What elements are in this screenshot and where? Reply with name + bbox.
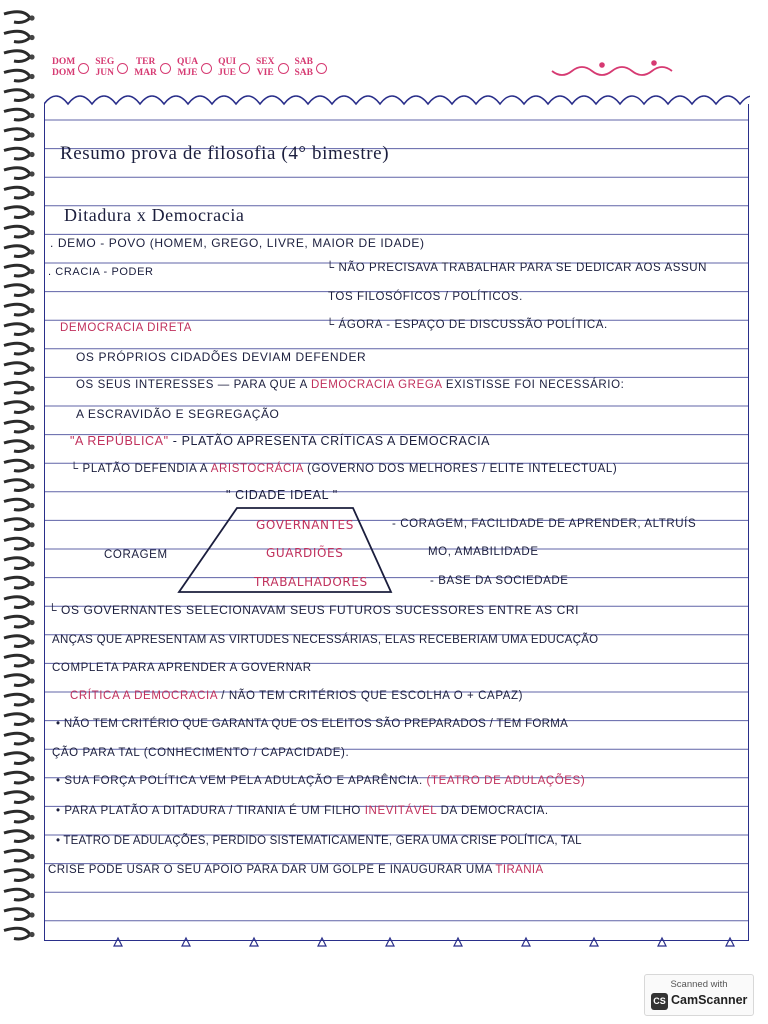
spiral-coil-icon [4,753,30,764]
spiral-hole-icon [29,795,34,800]
spiral-hole-icon [29,249,34,254]
pyramid-tier-top: GOVERNANTES [256,518,354,532]
note-line [56,805,549,817]
spiral-hole-icon [29,230,34,235]
spiral-coil-icon [4,12,30,23]
spiral-hole-icon [29,561,34,566]
triangle-marker-icon [726,938,734,946]
spiral-hole-icon [29,756,34,761]
spiral-coil-icon [4,129,30,140]
weekday-label: QUA [176,57,199,67]
spiral-coil-icon [4,499,30,510]
spiral-hole-icon [29,834,34,839]
spiral-coil-icon [4,324,30,335]
spiral-hole-icon [29,737,34,742]
triangle-marker-icon [182,938,190,946]
spiral-coil-icon [4,597,30,608]
spiral-coil-icon [4,460,30,471]
spiral-hole-icon [29,932,34,937]
note-line [76,379,624,391]
spiral-coil-icon [4,636,30,647]
spiral-binding [0,0,40,960]
note-line: ÇÃO PARA TAL (CONHECIMENTO / CAPACIDADE). [52,747,350,759]
weekday-label: SAB [294,57,313,67]
note-line: COMPLETA PARA APRENDER A GOVERNAR [52,662,312,674]
pyramid-side-note: MO, AMABILIDADE [428,546,539,558]
spiral-hole-icon [29,93,34,98]
weekday-ter [134,57,175,79]
spiral-hole-icon [29,503,34,508]
spiral-coil-icon [4,90,30,101]
spiral-coil-icon [4,558,30,569]
spiral-coil-icon [4,304,30,315]
note-highlight: ARISTOCRÁCIA [210,463,304,475]
note-line: └ ÁGORA - ESPAÇO DE DISCUSSÃO POLÍTICA. [326,319,608,331]
note-line: ANÇAS QUE APRESENTAM AS VIRTUDES NECESSÁRIAS, ELAS RECEBERIAM UMA EDUCAÇÃO [52,634,599,646]
spiral-coil-icon [4,207,30,218]
triangle-marker-icon [114,938,122,946]
spiral-coil-icon [4,402,30,413]
spiral-hole-icon [29,717,34,722]
note-line: OS PRÓPRIOS CIDADÕES DEVIAM DEFENDER [76,350,367,364]
pyramid-left-note: CORAGEM [104,549,168,561]
note-line: └ OS GOVERNANTES SELECIONAVAM SEUS FUTUROS SUCESSORES ENTRE AS CRI [48,603,580,617]
note-line [70,434,490,448]
spiral-hole-icon [29,171,34,176]
note-text: CRISE PODE USAR O SEU APOIO PARA DAR UM GOLPE E INAUGURAR UMA [48,864,496,876]
camscanner-brand: CamScanner [671,993,748,1007]
note-text: OS SEUS INTERESSES — PARA QUE A [76,379,308,391]
spiral-coil-icon [4,285,30,296]
note-line: • NÃO TEM CRITÉRIO QUE GARANTA QUE OS ELEITOS SÃO PREPARADOS / TEM FORMA [56,718,569,730]
spiral-coil-icon [4,70,30,81]
spiral-hole-icon [29,464,34,469]
spiral-coil-icon [4,265,30,276]
note-highlight: "A REPÚBLICA" [70,434,169,448]
spiral-coil-icon [4,421,30,432]
spiral-hole-icon [29,35,34,40]
weekday-dom [52,57,93,79]
spiral-hole-icon [29,288,34,293]
weekday-label-alt: JUN [95,68,114,78]
weekday-circle-icon [201,63,212,74]
spiral-hole-icon [29,132,34,137]
triangle-marker-icon [658,938,666,946]
spiral-hole-icon [29,74,34,79]
spiral-hole-icon [29,776,34,781]
weekday-circle-icon [117,63,128,74]
weekday-circle-icon [160,63,171,74]
camscanner-watermark [644,974,754,1016]
spiral-hole-icon [29,444,34,449]
spiral-hole-icon [29,483,34,488]
spiral-coil-icon [4,772,30,783]
note-highlight: INEVITÁVEL [364,805,437,817]
spiral-coil-icon [4,226,30,237]
spiral-coil-icon [4,246,30,257]
note-line: TOS FILOSÓFICOS / POLÍTICOS. [328,291,523,303]
spiral-hole-icon [29,152,34,157]
spiral-hole-icon [29,815,34,820]
note-line [48,864,544,876]
note-text: / NÃO TEM CRITÉRIOS QUE ESCOLHA O + CAPAZ) [217,690,524,702]
weekday-label: TER [135,57,156,67]
spiral-hole-icon [29,327,34,332]
spiral-hole-icon [29,308,34,313]
triangle-marker-icon [386,938,394,946]
weekday-label-alt: JUE [218,68,237,78]
note-line [70,463,617,475]
spiral-hole-icon [29,698,34,703]
weekday-qui [218,57,254,79]
spiral-coil-icon [4,382,30,393]
weekday-label-alt: SAB [294,68,313,78]
spiral-coil-icon [4,363,30,374]
spiral-coil-icon [4,675,30,686]
triangle-marker-icon [522,938,530,946]
spiral-hole-icon [29,542,34,547]
note-line: A ESCRAVIDÃO E SEGREGAÇÃO [76,407,280,421]
spiral-coil-icon [4,655,30,666]
spiral-hole-icon [29,269,34,274]
weekday-label-alt: MJE [177,68,198,78]
spiral-coil-icon [4,811,30,822]
spiral-hole-icon [29,386,34,391]
note-text: DA DEMOCRACIA. [436,805,549,817]
triangle-marker-icon [318,938,326,946]
spiral-hole-icon [29,639,34,644]
spiral-hole-icon [29,893,34,898]
spiral-coil-icon [4,714,30,725]
spiral-coil-icon [4,519,30,530]
weekday-circle-icon [316,63,327,74]
note-heading: DEMOCRACIA DIRETA [60,322,193,334]
spiral-hole-icon [29,425,34,430]
spiral-hole-icon [29,405,34,410]
note-text: └ PLATÃO DEFENDIA A [70,463,211,475]
spiral-coil-icon [4,850,30,861]
weekday-circle-icon [78,63,89,74]
weekday-label: SEX [256,57,275,67]
note-text: • SUA FORÇA POLÍTICA VEM PELA ADULAÇÃO E APARÊNCIA. [56,775,427,787]
note-line: . CRACIA - PODER [48,266,154,278]
spiral-hole-icon [29,15,34,20]
spiral-coil-icon [4,889,30,900]
spiral-coil-icon [4,909,30,920]
pyramid-side-note: - BASE DA SOCIEDADE [430,575,569,587]
spiral-coil-icon [4,148,30,159]
weekday-selector [52,52,331,84]
note-highlight: DEMOCRACIA GREGA [311,379,443,391]
pyramid-side-note: - CORAGEM, FACILIDADE DE APRENDER, ALTRUÍS [392,518,697,530]
spiral-hole-icon [29,581,34,586]
triangle-marker-icon [590,938,598,946]
spiral-coil-icon [4,480,30,491]
note-highlight: TIRANIA [495,864,544,876]
note-text: • PARA PLATÃO A DITADURA / TIRANIA É UM FILHO [56,805,365,817]
spiral-coil-icon [4,168,30,179]
note-line: • TEATRO DE ADULAÇÕES, PERDIDO SISTEMATICAMENTE, GERA UMA CRISE POLÍTICA, TAL [56,835,582,847]
camscanner-logo-icon: CS [651,993,668,1010]
bottom-marker-row-icon [44,934,750,948]
scalloped-border-icon [44,86,750,106]
spiral-coil-icon [4,616,30,627]
weekday-label: SEG [95,57,115,67]
section-heading: Ditadura x Democracia [64,205,245,225]
spiral-hole-icon [29,600,34,605]
weekday-label-alt: DOM [52,68,76,78]
spiral-hole-icon [29,659,34,664]
note-text: - PLATÃO APRESENTA CRÍTICAS A DEMOCRACIA [168,434,491,448]
note-highlight: CRÍTICA A DEMOCRACIA [70,690,218,702]
triangle-marker-icon [250,938,258,946]
spiral-hole-icon [29,366,34,371]
spiral-hole-icon [29,54,34,59]
scanned-with-label: Scanned with [670,979,728,990]
note-line [70,690,523,702]
triangle-marker-icon [454,938,462,946]
spiral-coil-icon [4,870,30,881]
weekday-label-alt: VIE [256,68,274,78]
pyramid-tier-middle: GUARDIÕES [266,546,344,560]
diagram-title: " CIDADE IDEAL " [226,488,338,502]
weekday-qua [177,57,216,79]
spiral-hole-icon [29,912,34,917]
spiral-coil-icon [4,51,30,62]
spiral-hole-icon [29,873,34,878]
note-line: └ NÃO PRECISAVA TRABALHAR PARA SE DEDICAR AOS ASSUN [326,262,708,274]
note-line: . DEMO - POVO (HOMEM, GREGO, LIVRE, MAIOR DE IDADE) [50,236,425,250]
spiral-coil-icon [4,109,30,120]
spiral-coil-icon [4,694,30,705]
spiral-coil-icon [4,441,30,452]
spiral-coil-icon [4,343,30,354]
spiral-hole-icon [29,113,34,118]
spiral-hole-icon [29,191,34,196]
weekday-label: DOM [52,57,76,67]
weekday-label: QUI [218,57,237,67]
spiral-hole-icon [29,620,34,625]
spiral-hole-icon [29,854,34,859]
weekday-label-alt: MAR [134,68,157,78]
wave-decoration-icon [550,55,680,85]
spiral-coil-icon [4,792,30,803]
note-highlight: (TEATRO DE ADULAÇÕES) [426,775,586,787]
spiral-coil-icon [4,577,30,588]
spiral-hole-icon [29,347,34,352]
spiral-coil-icon [4,831,30,842]
weekday-sab [295,57,331,79]
spiral-coil-icon [4,31,30,42]
weekday-sex [256,57,292,79]
weekday-circle-icon [239,63,250,74]
spiral-coil-icon [4,187,30,198]
page-title: Resumo prova de filosofia (4° bimestre) [60,143,390,164]
weekday-seg [95,57,132,79]
spiral-hole-icon [29,678,34,683]
spiral-coil-icon [4,538,30,549]
spiral-hole-icon [29,210,34,215]
note-line [56,775,585,787]
spiral-coil-icon [4,928,30,939]
pyramid-tier-bottom: TRABALHADORES [254,575,368,589]
weekday-circle-icon [278,63,289,74]
spiral-coil-icon [4,733,30,744]
note-text: EXISTISSE FOI NECESSÁRIO: [445,379,625,391]
spiral-hole-icon [29,522,34,527]
note-text: (GOVERNO DOS MELHORES / ELITE INTELECTUAL) [303,463,618,475]
